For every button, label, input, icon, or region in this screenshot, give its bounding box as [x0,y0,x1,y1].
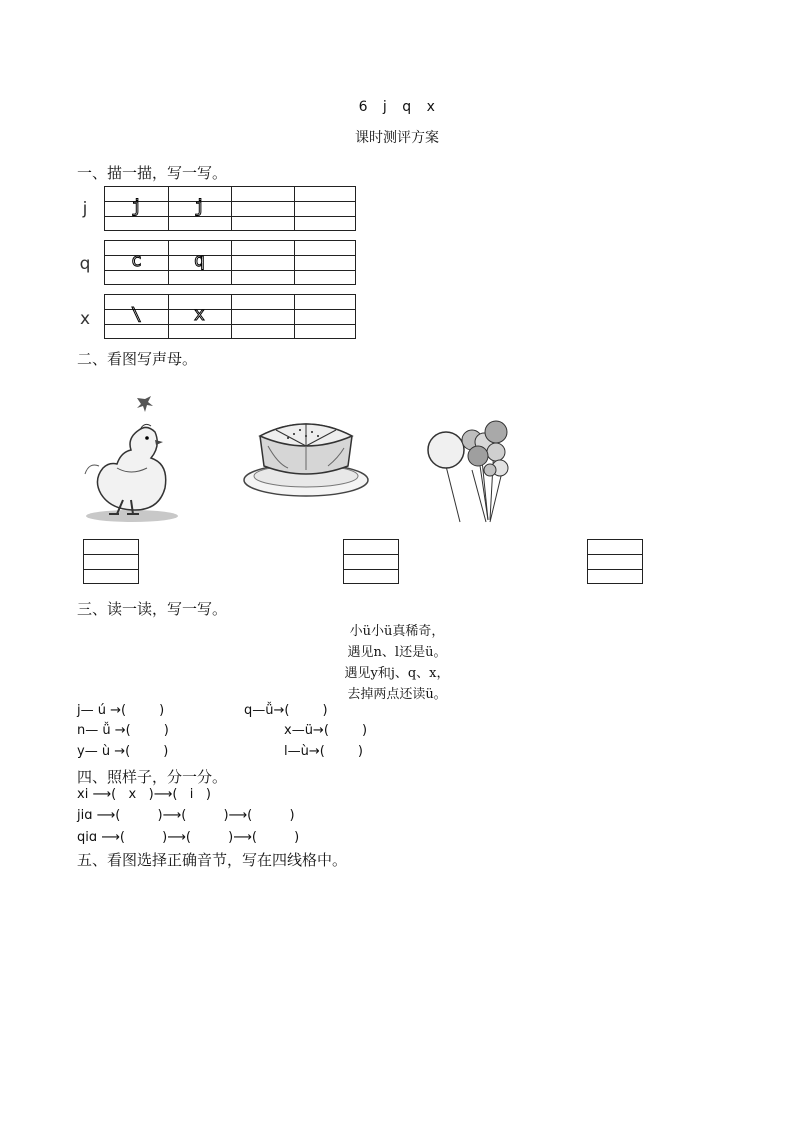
trace-sample: c [131,250,142,271]
split-exercise-jia[interactable]: jiɑ ⟶( )⟶( )⟶( ) [77,808,295,823]
writing-grid-j[interactable] [104,186,356,231]
section-2-heading: 二、看图写声母。 [77,350,198,368]
trace-sample: q [194,250,205,271]
trace-sample: j [131,196,142,217]
section-4-heading: 四、照样子，分一分。 [77,768,228,786]
writing-grid-x[interactable] [104,294,356,339]
section-3-heading: 三、读一读，写一写。 [77,600,228,618]
trace-sample: j [194,196,205,217]
split-exercise-qia[interactable]: qiɑ ⟶( )⟶( )⟶( ) [77,830,300,845]
answer-box-chicken[interactable] [83,539,139,584]
exercise-l-u[interactable]: l—ù→( ) [284,744,363,759]
page-title: 6 j q x [358,99,436,115]
watermelon-picture [238,372,374,524]
exercise-j-u[interactable]: j— ú →( ) [77,703,165,718]
writing-grid-q[interactable] [104,240,356,285]
balloons-picture [420,410,512,524]
poem-line: 去掉两点还读ü。 [347,687,447,702]
trace-sample: \ [131,304,142,325]
poem-line: 小ü小ü真稀奇， [349,624,445,639]
answer-box-balloons[interactable] [587,539,643,584]
exercise-q-u[interactable]: q—ǚ→( ) [244,703,328,718]
row-letter-q: q [79,254,91,274]
exercise-x-u[interactable]: x—ü→( ) [284,723,368,738]
poem-line: 遇见y和j、q、x， [344,666,450,681]
row-letter-j: j [82,199,88,219]
chicken-picture [77,392,189,524]
poem-line: 遇见n、l还是ü。 [347,645,447,660]
exercise-y-u[interactable]: y— ù →( ) [77,744,169,759]
split-example-xi: xi ⟶( x )⟶( i ) [77,787,211,802]
answer-box-watermelon[interactable] [343,539,399,584]
section-1-heading: 一、描一描，写一写。 [77,164,228,182]
exercise-n-u[interactable]: n— ǚ →( ) [77,723,169,738]
section-5-heading: 五、看图选择正确音节，写在四线格中。 [77,851,348,869]
row-letter-x: x [79,309,91,329]
trace-sample: x [194,304,205,325]
page-subtitle: 课时测评方案 [355,130,439,146]
